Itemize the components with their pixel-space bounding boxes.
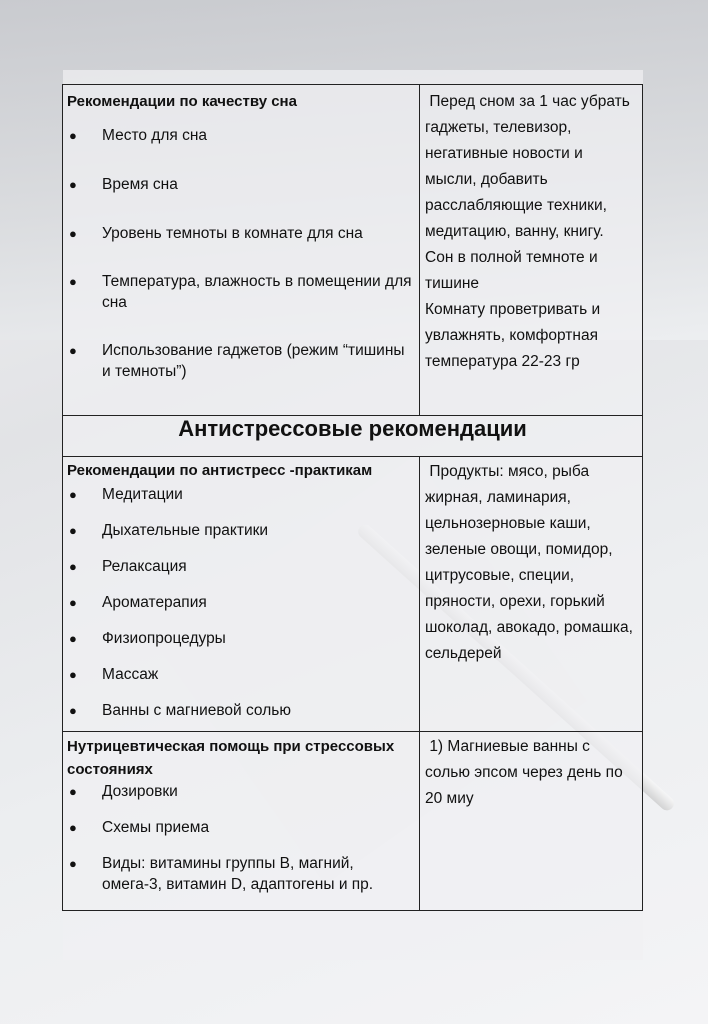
bullet-icon: ●: [69, 667, 77, 682]
nutri-row: [63, 732, 643, 911]
practices-list: [67, 484, 415, 721]
list-item: ● Ванны с магниевой солью: [69, 702, 291, 719]
practices-header: Рекомендации по антистресс -практикам: [67, 462, 373, 479]
bullet-icon: ●: [69, 703, 77, 718]
bullet-icon: ●: [69, 523, 77, 538]
bullet-icon: ●: [69, 487, 77, 502]
list-item: ● Место для сна: [69, 127, 208, 144]
bullet-icon: ●: [69, 595, 77, 610]
bullet-icon: ●: [69, 343, 77, 358]
sleep-advice-1: Перед сном за 1 час убрать гаджеты, телевизор, негативные новости и мысли, добавить расслабляющие техники, медитацию, ванну, книгу.: [425, 93, 635, 240]
antistress-title: Антистрессовые рекомендации: [63, 416, 643, 457]
bullet-icon: ●: [69, 820, 77, 835]
sleep-cell: [63, 85, 420, 416]
bullet-icon: ●: [69, 559, 77, 574]
practices-row: [63, 457, 643, 732]
nutri-advice-cell: [420, 732, 643, 911]
list-item: ● Ароматерапия: [69, 594, 207, 611]
nutri-list: [67, 781, 415, 895]
nutri-cell: [63, 732, 420, 911]
sleep-advice-2: Сон в полной темноте и тишине: [425, 249, 598, 292]
list-item: ● Схемы приема: [69, 819, 210, 836]
list-item: ● Использование гаджетов (режим “тишины и темноты”): [69, 342, 405, 380]
list-item: ● Дыхательные практики: [69, 522, 269, 539]
sleep-header: Рекомендации по качеству сна: [67, 93, 297, 110]
sleep-list: [67, 125, 415, 382]
list-item: ● Релаксация: [69, 558, 187, 575]
recommendations-table: [62, 84, 643, 911]
bullet-icon: ●: [69, 784, 77, 799]
sleep-advice-3: Комнату проветривать и увлажнять, комфортная температура 22-23 гр: [425, 301, 601, 370]
nutri-header: Нутрицевтическая помощь при стрессовых состояниях: [67, 738, 395, 778]
bullet-icon: ●: [69, 631, 77, 646]
list-item: ● Медитации: [69, 486, 183, 503]
products-cell: [420, 457, 643, 732]
list-item: ● Время сна: [69, 176, 178, 193]
list-item: ● Физиопроцедуры: [69, 630, 226, 647]
list-item: ● Температура, влажность в помещении для сна: [69, 273, 412, 311]
sleep-row: [63, 85, 643, 416]
list-item: ● Дозировки: [69, 783, 178, 800]
nutri-advice: 1) Магниевые ванны с солью эпсом через день по 20 миу: [425, 738, 628, 807]
list-item: ● Виды: витамины группы В, магний, омега-3, витамин D, адаптогены и пр.: [69, 855, 374, 893]
bullet-icon: ●: [69, 177, 77, 192]
bullet-icon: ●: [69, 856, 77, 871]
practices-cell: [63, 457, 420, 732]
sleep-advice-cell: [420, 85, 643, 416]
products-text: Продукты: мясо, рыба жирная, ламинария, цельнозерновые каши, зеленые овощи, помидор, цитрусовые, специи, пряности, орехи, горький шоколад, авокадо, ромашка, сельдерей: [425, 463, 638, 662]
bullet-icon: ●: [69, 274, 77, 289]
list-item: ● Уровень темноты в комнате для сна: [69, 225, 363, 242]
list-item: ● Массаж: [69, 666, 159, 683]
bullet-icon: ●: [69, 128, 77, 143]
antistress-title-row: [63, 416, 643, 457]
bullet-icon: ●: [69, 226, 77, 241]
